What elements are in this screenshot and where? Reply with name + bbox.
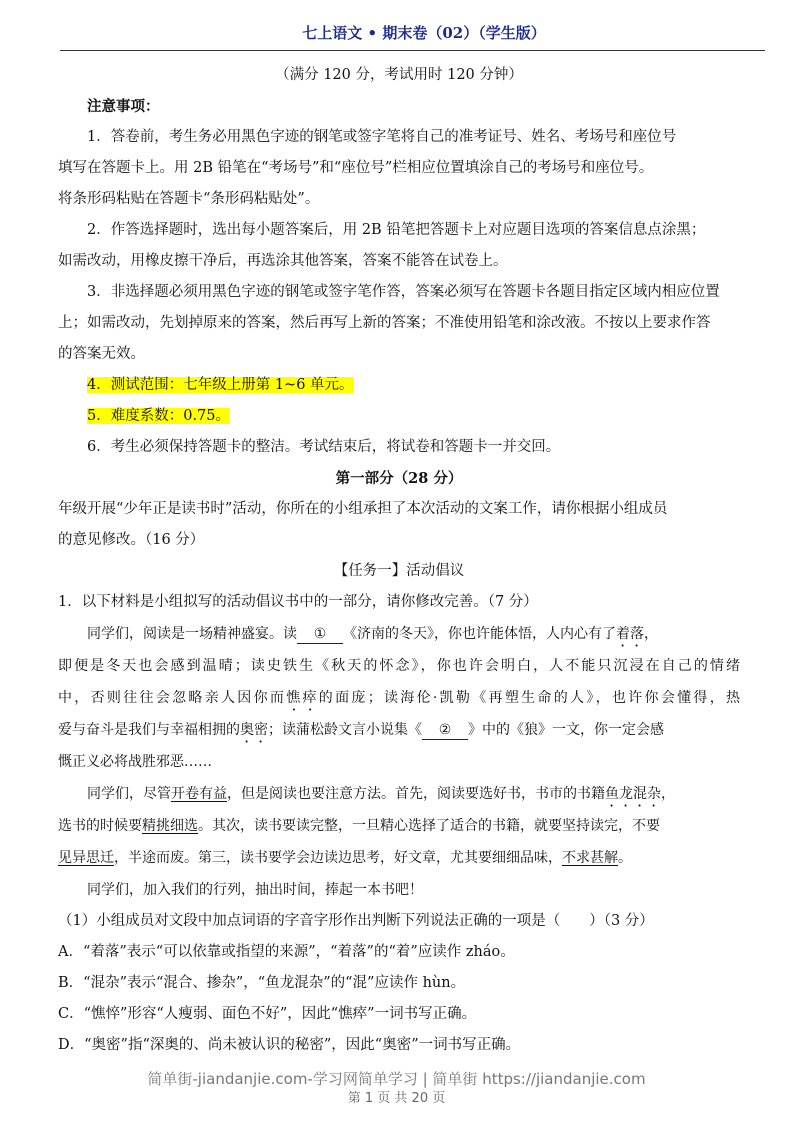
note-2-line-1: 2．作答选择题时，选出每小题答案后，用 2B 铅笔把答题卡上对应题目选项的答案信息点涂黑； <box>87 222 706 238</box>
note-1-line-3: 将条形码粘贴在答题卡“条形码粘贴处”。 <box>58 191 320 207</box>
note-3-line-1: 3．非选择题必须用黑色字迹的钢笔或签字笔作答，答案必须写在答题卡各题目指定区域内相应位置 <box>87 284 720 300</box>
page-header: 七上语文 • 期末卷（02）（学生版） <box>302 24 546 42</box>
dotted-word-aomi: 奥密 <box>240 722 268 738</box>
passage-text: 同学们，尽管 <box>87 786 171 802</box>
note-2-line-2: 如需改动，用橡皮擦干净后，再选涂其他答案，答案不能答在试卷上。 <box>58 253 508 269</box>
option-a: A．“着落”表示“可以依靠或指望的来源”，“着落”的“着”应读作 zháo。 <box>58 944 515 960</box>
passage-p1-line-1 <box>58 618 740 650</box>
note-5-highlighted: 5．难度系数：0.75。 <box>87 408 231 424</box>
fill-blank-1: ① <box>297 625 343 644</box>
underlined-idiom-kaijuanyouyi: 开卷有益 <box>171 786 227 802</box>
option-b: B．“混杂”表示“混合、掺杂”，“鱼龙混杂”的“混”应读作 hùn。 <box>58 975 466 991</box>
note-3-line-3: 的答案无效。 <box>58 346 145 362</box>
part1-intro-line-2: 的意见修改。（16 分） <box>58 532 205 548</box>
note-4-highlighted: 4．测试范围：七年级上册第 1~6 单元。 <box>87 377 354 393</box>
notes-heading: 注意事项： <box>87 98 160 115</box>
passage-p1-line-5: 慨正义必将战胜邪恶…… <box>58 754 212 770</box>
passage-text: ，半途而废。第三，读书要学会边读边思考，好文章，尤其要细细品味， <box>114 850 562 866</box>
passage-text: 。 <box>618 850 632 866</box>
passage-p2-line-2 <box>58 810 740 842</box>
passage-p2-line-3 <box>58 842 740 874</box>
passage-text: 的面庞；读海伦·凯勒《再塑生命的人》，也许你会懂得，热 <box>318 690 741 706</box>
passage-text: 中，否则往往会忽略亲人因你而 <box>58 690 287 706</box>
dotted-word-zhuoluo: 着落 <box>616 626 644 642</box>
underlined-idiom-jingtiaoxixuan: 精挑细选 <box>142 818 198 834</box>
fill-blank-2: ② <box>422 721 468 740</box>
passage-text: 爱与奋斗是我们与幸福相拥的 <box>58 722 240 738</box>
passage-text: ，但是阅读也要注意方法。首先，阅读要选好书，书市的书籍 <box>227 786 605 802</box>
passage-text: ， <box>661 786 675 802</box>
note-1-line-2: 填写在答题卡上。用 2B 铅笔在“考场号”和“座位号”栏相应位置填涂自己的考场号和座位号。 <box>58 160 654 176</box>
passage-p1-line-3 <box>58 682 740 714</box>
underlined-idiom-buqiushenjie: 不求甚解 <box>562 850 618 866</box>
passage-text: 同学们，阅读是一场精神盛宴。读 <box>87 626 297 642</box>
option-c: C．“憔悴”形容“人瘦弱、面色不好”，因此“憔瘁”一词书写正确。 <box>58 1006 477 1022</box>
underlined-idiom-jianyisiqian: 见异思迁 <box>58 850 114 866</box>
page-number: 第 1 页 共 20 页 <box>347 1091 446 1106</box>
question-1: 1．以下材料是小组拟写的活动倡议书中的一部分，请你修改完善。（7 分） <box>58 594 538 610</box>
passage-text: 。其次，读书要读完整，一旦精心选择了适合的书籍，就要坚持读完，不要 <box>198 818 660 834</box>
passage-p2-line-1 <box>58 778 740 810</box>
dotted-word-yulonghunza: 鱼龙混杂 <box>605 786 661 802</box>
footer-watermark: 简单街-jiandanjie.com-学习网简单学习 | 简单街 https://jiandanjie.com <box>147 1070 646 1088</box>
task1-title: 【任务一】活动倡议 <box>333 563 465 579</box>
passage-p1-line-4 <box>58 714 740 746</box>
passage-text: 》中的《狼》一文，你一定会感 <box>468 722 664 738</box>
option-d: D．“奥密”指“深奥的、尚未被认识的秘密”，因此“奥密”一词书写正确。 <box>58 1037 521 1053</box>
passage-text: ；读蒲松龄文言小说集《 <box>268 722 422 738</box>
header-divider <box>60 50 765 51</box>
passage-p3: 同学们，加入我们的行列，抽出时间，捧起一本书吧！ <box>87 882 423 898</box>
passage-p1-line-2: 即便是冬天也会感到温晴；读史铁生《秋天的怀念》，你也许会明白，人不能只沉浸在自己的情绪 <box>58 658 740 674</box>
exam-info: （满分 120 分，考试用时 120 分钟） <box>275 67 523 83</box>
passage-text: 《济南的冬天》，你也许能体悟，人内心有了 <box>343 626 616 642</box>
dotted-word-qiaocui: 憔瘁 <box>286 690 319 706</box>
note-1-line-1: 1．答卷前，考生务必用黑色字迹的钢笔或签字笔将自己的准考证号、姓名、考场号和座位号 <box>87 129 677 145</box>
passage <box>58 618 740 906</box>
passage-text: ， <box>644 626 658 642</box>
passage-text: 选书的时候要 <box>58 818 142 834</box>
page-footer <box>0 1068 793 1106</box>
part1-title: 第一部分（28 分） <box>335 470 463 487</box>
sub-question-1-stem: （1）小组成员对文段中加点词语的字音字形作出判断下列说法正确的一项是（ ）（3 分） <box>58 913 654 929</box>
exam-page <box>58 60 740 1061</box>
note-6: 6．考生必须保持答题卡的整洁。考试结束后，将试卷和答题卡一并交回。 <box>87 439 561 455</box>
note-3-line-2: 上；如需改动，先划掉原来的答案，然后再写上新的答案；不准使用铅笔和涂改液。不按以上要求作答 <box>58 315 711 331</box>
part1-intro-line-1: 年级开展“少年正是读书时”活动，你所在的小组承担了本次活动的文案工作，请你根据小组成员 <box>58 501 668 517</box>
